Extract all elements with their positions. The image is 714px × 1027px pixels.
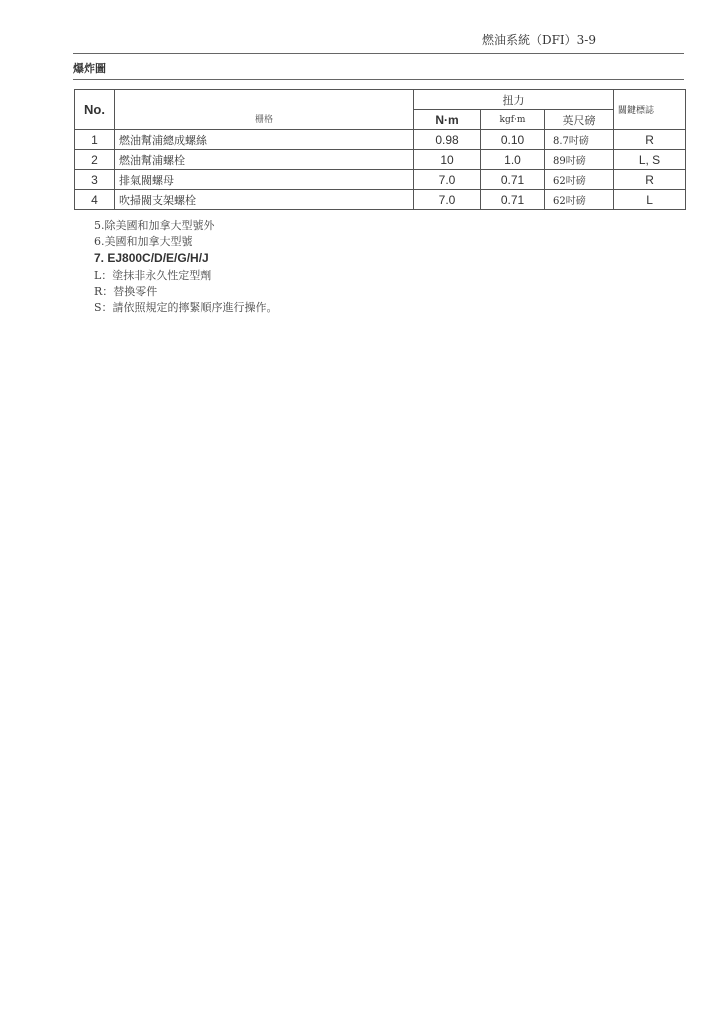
table-row xyxy=(75,190,686,210)
row-remark: L, S xyxy=(614,150,686,170)
row-inlb: 62吋磅 xyxy=(545,170,614,190)
row-remark: L xyxy=(614,190,686,210)
table-row xyxy=(75,150,686,170)
col-no-header: No. xyxy=(75,90,115,130)
row-no: 3 xyxy=(75,170,115,190)
unit-kgfm: kgf·m xyxy=(481,110,545,130)
row-remark: R xyxy=(614,170,686,190)
row-inlb: 62吋磅 xyxy=(545,190,614,210)
header-rule xyxy=(73,53,684,54)
legend-item: L：塗抹非永久性定型劑 xyxy=(94,269,212,282)
torque-table xyxy=(74,89,686,210)
row-nm: 7.0 xyxy=(414,190,481,210)
row-nm: 7.0 xyxy=(414,170,481,190)
row-kgfm: 0.71 xyxy=(481,170,545,190)
row-kgfm: 1.0 xyxy=(481,150,545,170)
row-no: 2 xyxy=(75,150,115,170)
row-fastener: 燃油幫浦總成螺絲 xyxy=(115,130,414,150)
row-remark: R xyxy=(614,130,686,150)
row-fastener: 燃油幫浦螺栓 xyxy=(115,150,414,170)
col-torque-header: 扭力 xyxy=(414,90,614,110)
legend-block xyxy=(94,268,278,316)
note-item: 6.美國和加拿大型號 xyxy=(94,235,193,248)
col-remarks-header: 關鍵標誌 xyxy=(614,90,686,130)
row-fastener: 排氣閥螺母 xyxy=(115,170,414,190)
page-header: 燃油系統（DFI）3-9 xyxy=(481,33,596,47)
note-item: 7. EJ800C/D/E/G/H/J xyxy=(94,251,209,265)
row-kgfm: 0.71 xyxy=(481,190,545,210)
note-item: 5.除美國和加拿大型號外 xyxy=(94,219,215,232)
row-kgfm: 0.10 xyxy=(481,130,545,150)
row-no: 4 xyxy=(75,190,115,210)
unit-inlb: 英尺磅 xyxy=(545,110,614,130)
row-nm: 10 xyxy=(414,150,481,170)
row-no: 1 xyxy=(75,130,115,150)
notes-block xyxy=(94,218,278,316)
row-inlb: 89吋磅 xyxy=(545,150,614,170)
col-fastener-header: 栅格 xyxy=(115,90,414,130)
table-row xyxy=(75,170,686,190)
section-title: 爆炸圖 xyxy=(73,62,106,75)
section-rule xyxy=(73,79,684,80)
row-fastener: 吹掃閥支架螺栓 xyxy=(115,190,414,210)
row-nm: 0.98 xyxy=(414,130,481,150)
unit-nm: N·m xyxy=(414,110,481,130)
legend-item: S：請依照規定的擰緊順序進行操作。 xyxy=(94,301,278,314)
row-inlb: 8.7吋磅 xyxy=(545,130,614,150)
legend-item: R：替換零件 xyxy=(94,285,158,298)
table-row xyxy=(75,130,686,150)
